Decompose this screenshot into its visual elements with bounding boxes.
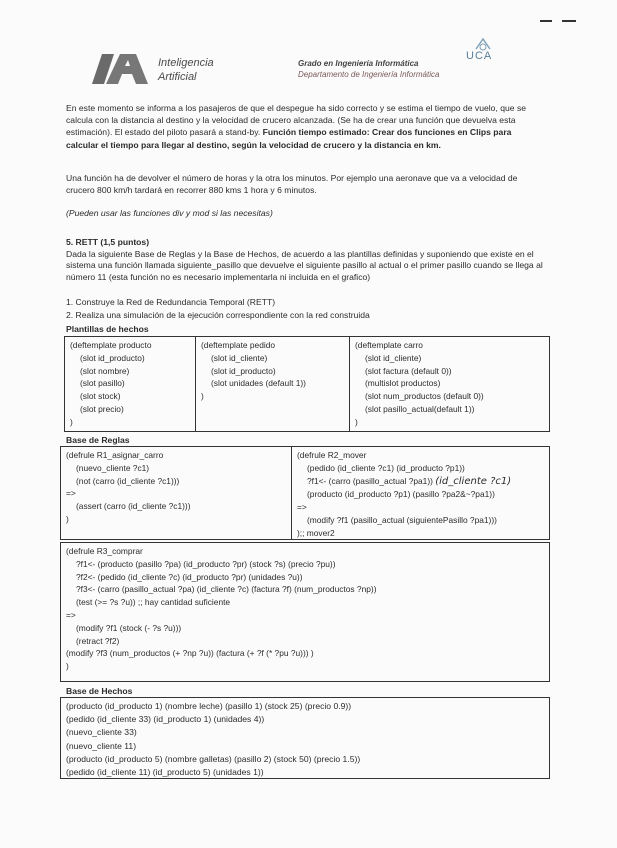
code-line: ?f1<- (producto (pasillo ?pa) (id_producto ?pr) (stock ?s) (precio ?pu))	[76, 558, 336, 569]
code-line: (test (>= ?s ?u)) ;; hay cantidad suficiente	[76, 597, 231, 608]
code-line: (slot precio)	[80, 403, 124, 414]
code-line: =>	[66, 609, 76, 620]
code-line: (slot id_cliente)	[211, 352, 268, 363]
code-line: )	[66, 661, 69, 672]
rules-box-top	[60, 446, 550, 540]
task-item-2: 2. Realiza una simulación de la ejecución correspondiente con la red construida	[66, 310, 370, 320]
intro-text-1b: Función tiempo estimado: Crear dos funciones en Clips para calcular el tiempo para llegar al destino, según la velocidad de crucero y la distancia en km.	[66, 127, 512, 150]
code-line: (slot pasillo_actual(default 1))	[365, 403, 475, 414]
facts-box	[60, 697, 550, 779]
code-line: ?f3<- (carro (pasillo_actual ?pa) (id_cliente ?c) (factura ?f) (num_productos ?np))	[76, 584, 377, 595]
code-line: (defrule R1_asignar_carro	[66, 450, 164, 460]
code-line: (nuevo_cliente ?c1)	[76, 462, 150, 473]
code-line: (modify ?f1 (pasillo_actual (siguientePasillo ?pa1)))	[307, 514, 497, 525]
ia-logo-icon	[90, 50, 150, 88]
department-info	[298, 58, 439, 80]
code-line: )	[70, 416, 73, 427]
uca-logo-text: UCA	[466, 50, 493, 62]
code-line: (slot num_productos (default 0))	[365, 391, 484, 402]
code-line: (slot nombre)	[80, 365, 130, 376]
course-title	[158, 56, 214, 84]
code-line: =>	[66, 488, 76, 499]
section-rett	[66, 237, 544, 283]
rule-r2	[292, 447, 550, 539]
code-line: )	[66, 513, 69, 524]
code-line: (slot id_cliente)	[365, 352, 422, 363]
code-line: (deftemplate producto	[70, 340, 152, 350]
intro-text-1: En este momento se informa a los pasajeros de que el despegue ha sido correcto y se estima el tiempo de vuelo, que se calcula con la distancia al destino y la velocidad de crucero alcanzada. (Se ha de crear una función que devuelva esta estimación). El estado del piloto pasará a stand-by.	[66, 103, 527, 138]
code-line: (deftemplate pedido	[201, 340, 276, 350]
code-line: (pedido (id_cliente ?c1) (id_producto ?p1))	[307, 462, 465, 473]
template-pedido	[196, 337, 349, 431]
code-line: =>	[297, 502, 307, 513]
code-line: (defrule R2_mover	[297, 450, 367, 460]
code-line: ?f2<- (pedido (id_cliente ?c) (id_producto ?pr) (unidades ?u))	[76, 571, 303, 582]
fact-line: (nuevo_cliente 33)	[66, 727, 137, 738]
rule-r1	[61, 447, 291, 539]
code-line: )	[355, 416, 358, 427]
code-line: (producto (id_producto ?p1) (pasillo ?pa2&~?pa1))	[307, 489, 495, 500]
code-line: (assert (carro (id_cliente ?c1)))	[76, 501, 191, 512]
templates-label: Plantillas de hechos	[66, 324, 149, 334]
fact-line: (nuevo_cliente 11)	[66, 740, 137, 751]
code-text: ?f1<- (carro (pasillo_actual ?pa1))	[307, 475, 433, 486]
fact-line: (producto (id_producto 1) (nombre leche) (pasillo 1) (stock 25) (precio 0.9))	[66, 701, 352, 711]
code-line: (slot unidades (default 1))	[211, 378, 306, 389]
course-title-line2: Artificial	[158, 71, 197, 83]
code-line: (slot factura (default 0))	[365, 365, 452, 376]
facts-list	[61, 698, 549, 778]
fact-line: (pedido (id_cliente 33) (id_producto 1) (unidades 4))	[66, 714, 265, 725]
code-line: (defrule R3_comprar	[66, 546, 143, 556]
rules-box-r3	[60, 542, 550, 682]
code-line: (retract ?f2)	[76, 635, 120, 646]
code-line: (modify ?f3 (num_productos (+ ?np ?u)) (factura (+ ?f (* ?pu ?u))) )	[66, 648, 314, 659]
intro-paragraph-3: (Pueden usar las funciones div y mod si las necesitas)	[66, 208, 273, 218]
code-line: (slot id_producto)	[211, 365, 276, 376]
rules-label: Base de Reglas	[66, 435, 130, 445]
template-producto	[65, 337, 195, 431]
code-line: (modify ?f1 (stock (- ?s ?u)))	[76, 622, 182, 633]
rule-r3	[61, 543, 549, 681]
degree-name: Grado en Ingeniería Informática	[298, 59, 419, 68]
section-text: Dada la siguiente Base de Reglas y la Base de Hechos, de acuerdo a las plantillas definidas y suponiendo que existe en el sistema una función llamada siguiente_pasillo que devuelve el siguiente pasillo al actual o el primer pasillo cuando se llega al número 11 (esta función no es necesario implementarla ni incluida en el grafico)	[66, 248, 543, 282]
task-item-1: 1. Construye la Red de Redundancia Temporal (RETT)	[66, 297, 276, 307]
facts-label: Base de Hechos	[66, 686, 133, 696]
code-line: (multislot productos)	[365, 378, 441, 389]
code-line: (slot stock)	[80, 391, 121, 402]
template-carro	[350, 337, 550, 431]
code-line: )	[201, 391, 204, 402]
code-line: (deftemplate carro	[355, 340, 423, 350]
code-line: (not (carro (id_cliente ?c1)))	[76, 475, 180, 486]
code-line: (slot id_producto)	[80, 352, 145, 363]
fact-line: (producto (id_producto 5) (nombre galletas) (pasillo 2) (stock 50) (precio 1.5))	[66, 753, 361, 764]
intro-paragraph-1	[66, 102, 544, 151]
code-line: (slot pasillo)	[80, 378, 125, 389]
code-line	[297, 475, 545, 489]
course-title-line1: Inteligencia	[158, 57, 214, 69]
fact-line: (pedido (id_cliente 11) (id_producto 5) (unidades 1))	[66, 767, 264, 778]
department-name: Departamento de Ingeniería Informática	[298, 70, 440, 79]
templates-box	[64, 336, 550, 432]
code-line: );; mover2	[297, 527, 335, 538]
handwritten-note: (id_cliente ?c1)	[435, 475, 512, 487]
section-heading: 5. RETT (1,5 puntos)	[66, 237, 150, 247]
scan-mark	[540, 19, 580, 23]
intro-paragraph-2: Una función ha de devolver el número de horas y la otra los minutos. Por ejemplo una aeronave que va a velocidad de crucero 800 km/h tardará en recorrer 880 kms 1 hora y 6 minutos.	[66, 173, 518, 196]
